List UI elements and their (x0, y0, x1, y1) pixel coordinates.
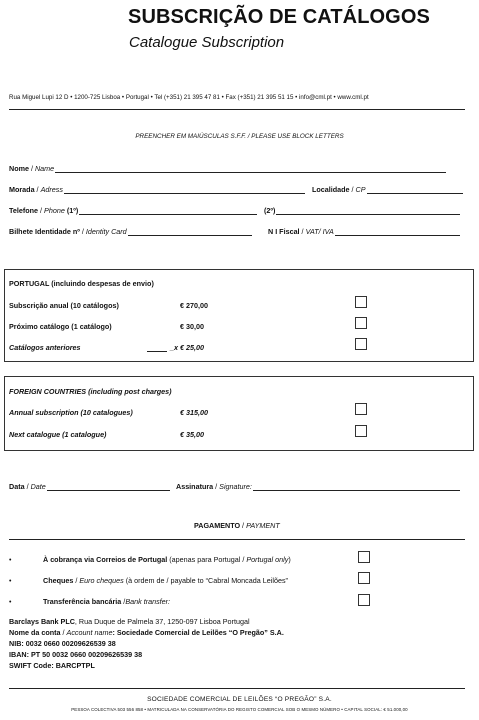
vat-field[interactable]: N I Fiscal / VAT/ IVA (268, 227, 460, 236)
id-card-field[interactable]: Bilhete Identidade nº / Identity Card (9, 227, 252, 236)
vat-label-en: VAT/ IVA (305, 227, 334, 236)
foreign-heading: FOREIGN COUNTRIES (including post charges) (9, 387, 172, 396)
portugal-next-label: Próximo catálogo (1 catálogo) (9, 322, 112, 331)
payment-cheques-checkbox[interactable] (358, 572, 370, 584)
portugal-next-price: € 30,00 (180, 322, 204, 331)
vat-input-line[interactable] (335, 228, 460, 236)
name-input-line[interactable] (55, 165, 446, 173)
address-label-pt: Morada (9, 185, 35, 194)
signature-input-line[interactable] (253, 483, 460, 491)
id-label-en: Identity Card (85, 227, 127, 236)
foreign-annual-checkbox[interactable] (355, 403, 367, 415)
company-address: Rua Miguel Lupi 12 D • 1200-725 Lisboa • Portugal • Tel (+351) 21 395 47 81 • Fax (+351) 21 395 51 15 • info@cml.pt • www.cml.pt (9, 94, 369, 101)
page-subtitle: Catalogue Subscription (129, 34, 285, 51)
signature-field[interactable]: Assinatura / Signature: (176, 482, 460, 491)
bullet-icon: • (9, 599, 12, 606)
payment-post-checkbox[interactable] (358, 551, 370, 563)
page-title: SUBSCRIÇÃO DE CATÁLOGOS (128, 6, 430, 28)
payment-heading-en: PAYMENT (246, 521, 280, 530)
previous-quantity-line[interactable] (147, 344, 167, 352)
payment-divider (9, 539, 465, 540)
name-label-en: Name (34, 164, 55, 173)
date-input-line[interactable] (47, 483, 170, 491)
bullet-icon: • (9, 578, 12, 585)
payment-option-transfer: Transferência bancária /Bank transfer: (43, 597, 171, 606)
id-label-pt: Bilhete Identidade nº (9, 227, 80, 236)
bank-nib: NIB: 0032 0660 00209626539 38 (9, 639, 116, 648)
payment-heading-pt: PAGAMENTO (194, 521, 241, 530)
address-label-en: Adress (40, 185, 63, 194)
bank-iban: IBAN: PT 50 0032 0660 00209626539 38 (9, 650, 143, 659)
name-label-pt: Nome (9, 164, 29, 173)
phone1-input-line[interactable] (79, 207, 257, 215)
footer-legal: PESSOA COLECTIVA 503 556 858 • MATRICULADA NA CONSERVATÓRIA DO REGISTO COMERCIAL SOB O MESMO NÚMERO • CAPITAL SOCIAL: € 51.000,00 (71, 707, 408, 712)
foreign-annual-price: € 315,00 (180, 408, 208, 417)
city-field[interactable]: Localidade / CP (312, 185, 463, 194)
vat-label-pt: N I Fiscal (268, 227, 300, 236)
bank-swift: SWIFT Code: BARCPTPL (9, 661, 95, 670)
portugal-previous-checkbox[interactable] (355, 338, 367, 350)
phone-label-en: Phone (44, 206, 65, 215)
foreign-next-label: Next catalogue (1 catalogue) (9, 430, 107, 439)
payment-heading: PAGAMENTO / PAYMENT (194, 521, 280, 530)
date-label-pt: Data (9, 482, 25, 491)
city-input-line[interactable] (367, 186, 463, 194)
bank-address: Barclays Bank PLC, Rua Duque de Palmela 37, 1250-097 Lisboa Portugal (9, 617, 250, 626)
phone2-marker: (2º) (264, 206, 276, 215)
phone1-field[interactable]: Telefone / Phone (1º) (9, 206, 257, 215)
date-label-en: Date (30, 482, 46, 491)
phone2-input-line[interactable] (276, 207, 460, 215)
id-input-line[interactable] (128, 228, 252, 236)
portugal-previous-qty[interactable] (146, 343, 204, 352)
signature-label-en: Signature: (219, 482, 252, 491)
address-input-line[interactable] (64, 186, 305, 194)
phone1-marker: (1º) (66, 206, 79, 215)
portugal-next-checkbox[interactable] (355, 317, 367, 329)
city-label-pt: Localidade (312, 185, 350, 194)
city-label-en: CP (355, 185, 366, 194)
payment-option-post: À cobrança via Correios de Portugal (apenas para Portugal / Portugal only) (43, 555, 291, 564)
foreign-annual-label: Annual subscription (10 catalogues) (9, 408, 133, 417)
signature-label-pt: Assinatura (176, 482, 214, 491)
portugal-annual-checkbox[interactable] (355, 296, 367, 308)
payment-option-cheques: Cheques / Euro cheques (à ordem de / payable to “Cabral Moncada Leilões” (43, 576, 288, 585)
bullet-icon: • (9, 557, 12, 564)
portugal-previous-price: _x € 25,00 (170, 343, 204, 352)
header-divider (9, 109, 465, 110)
foreign-next-price: € 35,00 (180, 430, 204, 439)
address-field[interactable]: Morada / Adress (9, 185, 305, 194)
footer-divider (9, 688, 465, 689)
payment-transfer-checkbox[interactable] (358, 594, 370, 606)
portugal-previous-label: Catálogos anteriores (9, 343, 81, 352)
portugal-annual-label: Subscrição anual (10 catálogos) (9, 301, 119, 310)
footer-company: SOCIEDADE COMERCIAL DE LEILÕES “O PREGÃO” S.A. (147, 696, 332, 703)
name-field[interactable]: Nome / Name (9, 164, 446, 173)
phone2-field[interactable] (264, 206, 460, 215)
bank-account-name: Nome da conta / Account name: Sociedade Comercial de Leilões “O Pregão” S.A. (9, 628, 284, 637)
portugal-annual-price: € 270,00 (180, 301, 208, 310)
date-field[interactable]: Data / Date (9, 482, 170, 491)
block-letters-note: PREENCHER EM MAIÚSCULAS S.F.F. / PLEASE USE BLOCK LETTERS (135, 133, 344, 140)
phone-label-pt: Telefone (9, 206, 39, 215)
foreign-next-checkbox[interactable] (355, 425, 367, 437)
portugal-heading: PORTUGAL (incluindo despesas de envio) (9, 279, 154, 288)
